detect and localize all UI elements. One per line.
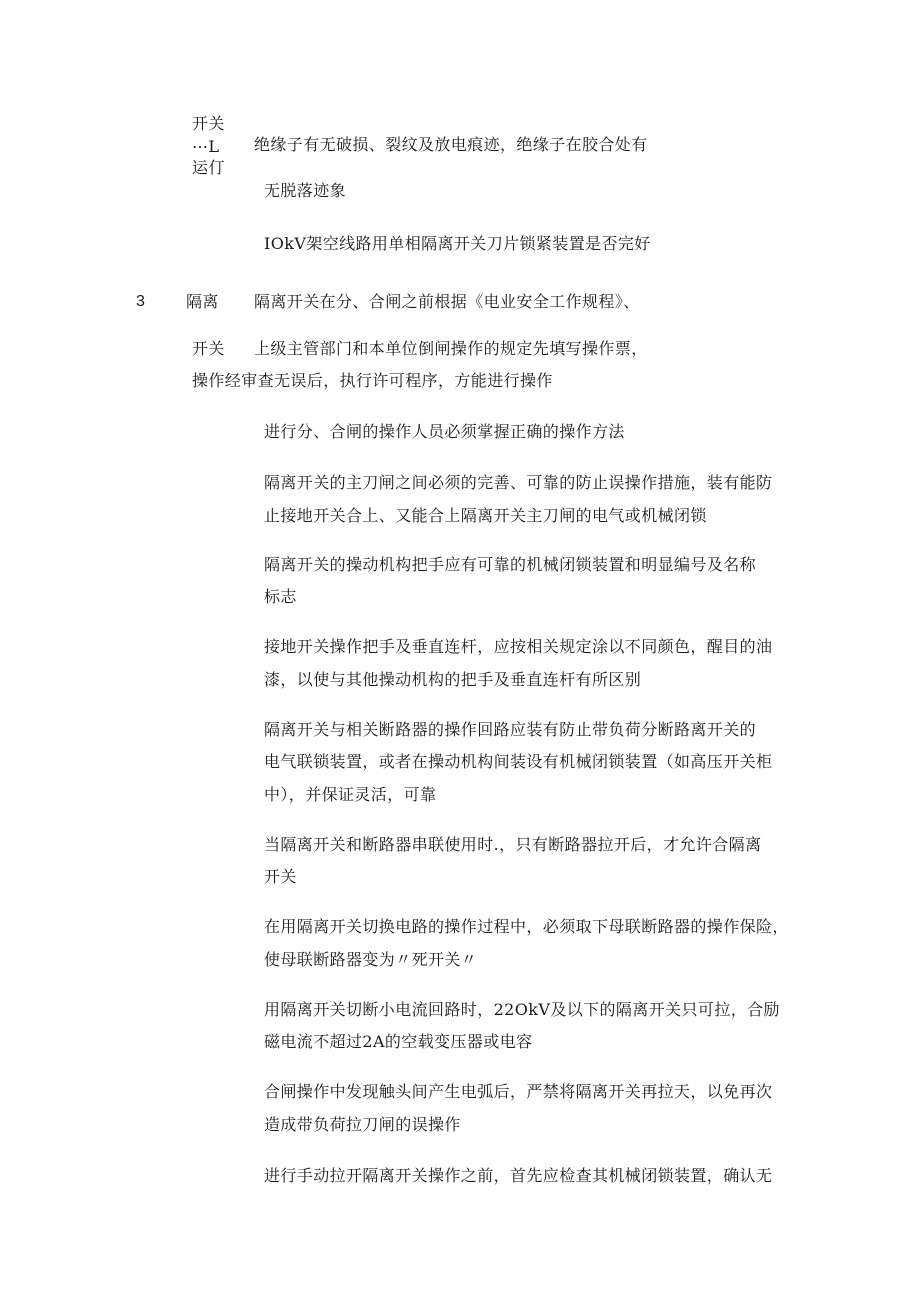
list-item-line: 标志 [264, 587, 297, 606]
insulator-check-line2: 无脱落迹象 [264, 181, 347, 200]
blade-lock-check: IOkV架空线路用单相隔离开关刀片锁紧装置是否完好 [264, 234, 651, 253]
list-item-line: 用隔离开关切断小电流回路时，22OkV及以下的隔离开关只可拉，合励 [264, 1000, 780, 1019]
list-item-line: 电气联锁装置，或者在操动机构间装设有机械闭锁装置（如高压开关柜 [264, 752, 773, 771]
list-item-line: 隔离开关的操动机构把手应有可靠的机械闭锁装置和明显编号及名称 [264, 555, 757, 574]
insulator-check-line1: 绝缘子有无破损、裂纹及放电痕迹，绝缘子在胶合处有 [254, 135, 648, 154]
section-intro-line1: 隔离开关在分、合闸之前根据《电业安全工作规程》、 [254, 292, 640, 311]
section-intro-line2: 上级主管部门和本单位倒闸操作的规定先填写操作票， [254, 339, 648, 358]
list-item-line: 进行分、合闸的操作人员必须掌握正确的操作方法 [264, 422, 625, 441]
list-item-line: 中），并保证灵活，可靠 [264, 785, 437, 804]
list-item-line: 使母联断路器变为〃死开关〃 [264, 950, 478, 969]
list-item-line: 漆，以使与其他操动机构的把手及垂直连杆有所区别 [264, 670, 642, 689]
list-item-line: 磁电流不超过2A的空载变压器或电容 [264, 1032, 533, 1051]
list-item-line: 当隔离开关和断路器串联使用时.，只有断路器拉开后，才允许合隔离 [264, 835, 762, 854]
section-intro-line3: 操作经审查无误后，执行许可程序，方能进行操作 [192, 371, 553, 390]
list-item-line: 止接地开关合上、又能合上隔离开关主刀闸的电气或机械闭锁 [264, 506, 707, 525]
switch-label-line2: ⋯L [192, 137, 220, 156]
list-item-line: 接地开关操作把手及垂直连杆，应按相关规定涂以不同颜色，醒目的油 [264, 637, 773, 656]
section-label-line1: 隔离 [186, 292, 219, 311]
section-label-line2: 开关 [192, 339, 225, 358]
switch-label-line1: 开关 [192, 114, 225, 133]
list-item-line: 合闸操作中发现触头间产生电弧后，严禁将隔离开关再拉天，以免再次 [264, 1082, 773, 1101]
list-item-line: 在用隔离开关切换电路的操作过程中，必须取下母联断路器的操作保险， [264, 917, 789, 936]
list-item-line: 开关 [264, 867, 297, 886]
section-number: 3 [136, 293, 146, 310]
list-item-line: 隔离开关的主刀闸之间必须的完善、可靠的防止误操作措施，装有能防 [264, 473, 773, 492]
switch-label-line3: 运仃 [192, 158, 225, 177]
list-item-line: 进行手动拉开隔离开关操作之前，首先应检查其机械闭锁装置，确认无 [264, 1166, 773, 1185]
list-item-line: 隔离开关与相关断路器的操作回路应装有防止带负荷分断路离开关的 [264, 720, 757, 739]
list-item-line: 造成带负荷拉刀闸的误操作 [264, 1115, 461, 1134]
